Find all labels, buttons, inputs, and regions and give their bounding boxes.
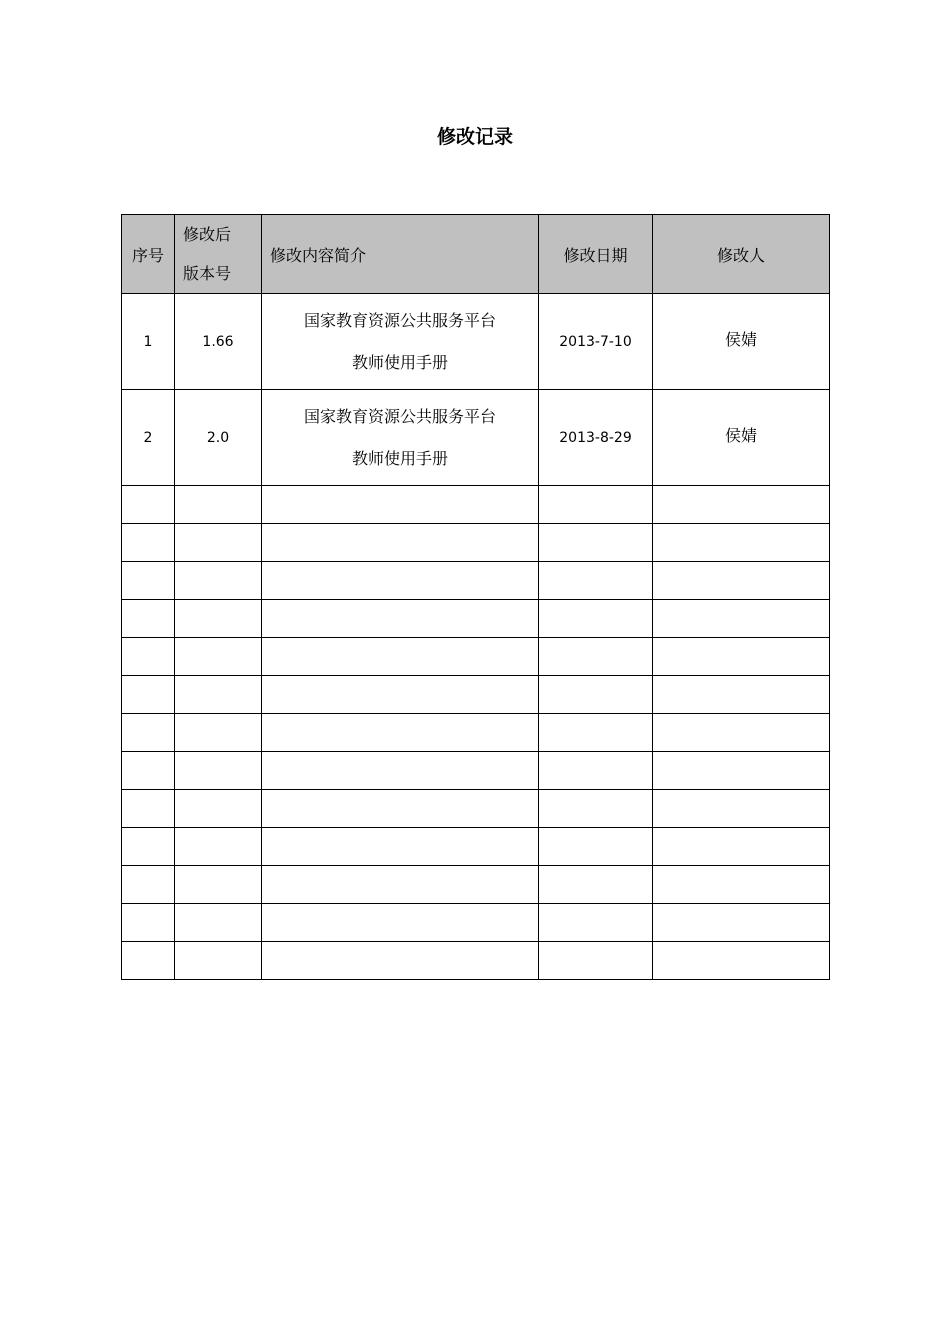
empty-cell <box>539 486 653 524</box>
cell-date: 2013-7-10 <box>539 294 653 390</box>
empty-cell <box>175 676 262 714</box>
empty-cell <box>175 638 262 676</box>
empty-cell <box>653 790 830 828</box>
empty-cell <box>539 562 653 600</box>
empty-cell <box>262 486 539 524</box>
cell-person <box>653 390 830 486</box>
empty-cell <box>122 942 175 980</box>
empty-cell <box>539 866 653 904</box>
empty-cell <box>653 942 830 980</box>
empty-row <box>122 486 830 524</box>
empty-cell <box>122 714 175 752</box>
empty-cell <box>122 486 175 524</box>
empty-cell <box>539 524 653 562</box>
table-row <box>122 390 830 486</box>
empty-cell <box>122 904 175 942</box>
empty-cell <box>262 524 539 562</box>
table-row <box>122 294 830 390</box>
empty-cell <box>539 714 653 752</box>
empty-cell <box>262 904 539 942</box>
cell-person-text: 侯婧 <box>724 330 757 349</box>
empty-cell <box>122 600 175 638</box>
empty-cell <box>175 790 262 828</box>
cell-content-line1: 国家教育资源公共服务平台 <box>303 310 496 330</box>
empty-cell <box>539 904 653 942</box>
empty-cell <box>539 752 653 790</box>
empty-cell <box>175 486 262 524</box>
cell-seq: 2 <box>122 390 175 486</box>
empty-cell <box>262 752 539 790</box>
cell-content-line2: 教师使用手册 <box>351 448 448 468</box>
cell-content-line2: 教师使用手册 <box>351 352 448 372</box>
empty-cell <box>175 714 262 752</box>
empty-cell <box>122 828 175 866</box>
page-title: 修改记录 <box>436 126 513 148</box>
empty-cell <box>653 524 830 562</box>
empty-cell <box>539 942 653 980</box>
header-version-line1: 修改后 <box>183 225 232 244</box>
empty-cell <box>653 866 830 904</box>
empty-cell <box>262 562 539 600</box>
empty-cell <box>653 828 830 866</box>
empty-cell <box>175 828 262 866</box>
empty-cell <box>262 676 539 714</box>
empty-cell <box>653 676 830 714</box>
empty-cell <box>262 714 539 752</box>
revision-table <box>121 214 830 980</box>
cell-person <box>653 294 830 390</box>
header-version <box>175 215 262 294</box>
empty-cell <box>262 828 539 866</box>
empty-cell <box>175 904 262 942</box>
empty-cell <box>539 676 653 714</box>
empty-row <box>122 562 830 600</box>
empty-cell <box>262 866 539 904</box>
empty-cell <box>653 486 830 524</box>
empty-row <box>122 904 830 942</box>
empty-cell <box>175 562 262 600</box>
empty-cell <box>262 638 539 676</box>
empty-row <box>122 600 830 638</box>
empty-cell <box>539 638 653 676</box>
empty-cell <box>122 562 175 600</box>
cell-content <box>262 294 539 390</box>
empty-cell <box>539 600 653 638</box>
cell-date: 2013-8-29 <box>539 390 653 486</box>
empty-cell <box>122 676 175 714</box>
empty-cell <box>262 942 539 980</box>
empty-row <box>122 942 830 980</box>
empty-row <box>122 676 830 714</box>
header-seq: 序号 <box>122 215 175 294</box>
empty-cell <box>262 600 539 638</box>
empty-cell <box>122 752 175 790</box>
empty-cell <box>122 790 175 828</box>
cell-version: 1.66 <box>175 294 262 390</box>
cell-person-text: 侯婧 <box>724 426 757 445</box>
empty-cell <box>122 638 175 676</box>
header-date: 修改日期 <box>539 215 653 294</box>
empty-cell <box>175 752 262 790</box>
empty-row <box>122 638 830 676</box>
empty-cell <box>653 714 830 752</box>
empty-row <box>122 828 830 866</box>
empty-cell <box>653 752 830 790</box>
empty-cell <box>122 866 175 904</box>
empty-cell <box>175 600 262 638</box>
empty-row <box>122 790 830 828</box>
empty-row <box>122 714 830 752</box>
empty-row <box>122 866 830 904</box>
empty-cell <box>262 790 539 828</box>
cell-seq: 1 <box>122 294 175 390</box>
empty-cell <box>175 524 262 562</box>
table-header-row <box>122 215 830 294</box>
cell-content-line1: 国家教育资源公共服务平台 <box>303 406 496 426</box>
empty-row <box>122 524 830 562</box>
empty-cell <box>653 562 830 600</box>
empty-cell <box>122 524 175 562</box>
empty-cell <box>539 828 653 866</box>
empty-cell <box>175 866 262 904</box>
cell-version: 2.0 <box>175 390 262 486</box>
header-content: 修改内容简介 <box>262 215 539 294</box>
header-version-line2: 版本号 <box>183 264 232 283</box>
empty-cell <box>653 904 830 942</box>
empty-cell <box>175 942 262 980</box>
empty-row <box>122 752 830 790</box>
cell-content <box>262 390 539 486</box>
empty-cell <box>653 600 830 638</box>
header-person: 修改人 <box>653 215 830 294</box>
empty-cell <box>539 790 653 828</box>
empty-cell <box>653 638 830 676</box>
